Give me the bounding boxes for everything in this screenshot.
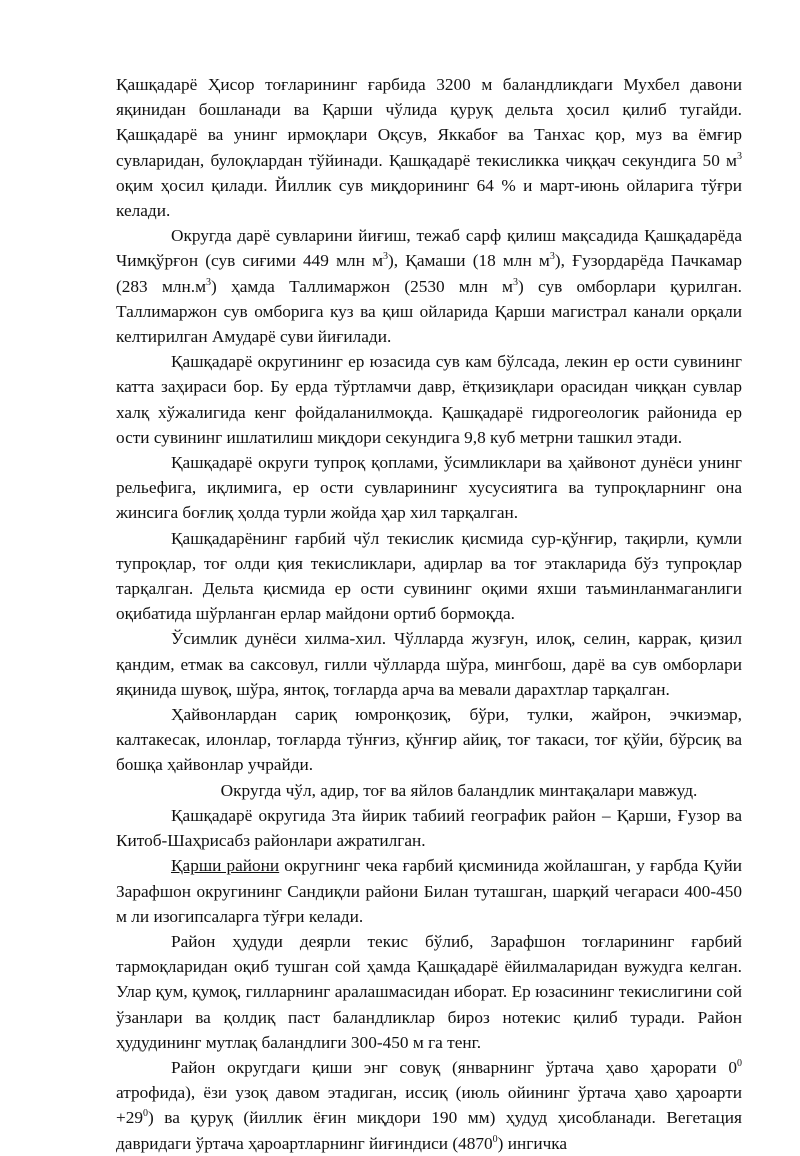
paragraph-reservoirs: Округда дарё сувларини йиғиш, тежаб сарф қилиш мақсадида Қашқадарёда Чимқўрғон (сув сиғими 449 млн $м^3$), Қамаши (18 млн $м^3$), Ғузордарёда Пачкамар (283 $млн.м^3$) ҳамда Таллимаржон (2530 млн $м^3$) сув омборлари қурилган. Таллимаржон сув омборига куз ва қиш ойларида Қарши магистрал канали орқали келтирилган Амударё суви йиғилади. — [116, 226, 742, 347]
paragraph-climate: Район округдаги қиши энг совуқ (январнинг ўртача ҳаво ҳарорати $0^0$ атрофида), ёзи узоқ давом этадиган, иссиқ (июль ойининг ўртача ҳаво ҳароарти $+29^0$) ва қуруқ (йиллик ёғин миқдори 190 мм) ҳудуд ҳисобланади. Вегетация давридаги ўртача ҳароартларнинг йиғиндиси (4870$^0$) ингичка — [116, 1057, 742, 1153]
paragraph-terrain: Район ҳудуди деярли текис бўлиб, Зарафшон тоғларининг ғарбий тармоқларидан оқиб тушган сой ҳамда Қашқадарё ёйилмаларидан вужудга келган. Улар қум, қумоқ, гилларнинг аралашмасидан иборат. Ер юзасининг текислигини сой ўзанлари ва қолдиқ паст баландликлар бироз нотекис қилиб туради. Район ҳудудининг мутлақ баландлиги 300-450 м га тенг. — [116, 931, 742, 1052]
karshi-region-heading: Қарши райони — [171, 856, 280, 876]
paragraph-regions: Қашқадарё округида 3та йирик табиий географик район – Қарши, Ғузор ва Китоб-Шаҳрисабз районлари ажратилган. — [116, 805, 742, 851]
paragraph-soil-cover: Қашқадарё округи тупроқ қоплами, ўсимликлари ва ҳайвонот дунёси унинг рельефига, иқлимига, ер ости сувларининг хусусиятига ва тупроқларнинг она жинсига боғлиқ ҳолда турли жойда ҳар хил тарқалган. — [116, 453, 742, 523]
paragraph-altitude-zones: Округда чўл, адир, тоғ ва яйлов баландлик минтақалари мавжуд. — [220, 780, 698, 800]
document-page — [116, 72, 742, 1156]
paragraph-fauna: Ҳайвонлардан сариқ юмронқозиқ, бўри, тулки, жайрон, эчкиэмар, калтакесак, илонлар, тоғларда тўнғиз, қўнғир айиқ, тоғ такаси, тоғ қўйи, бўрсиқ ва бошқа ҳайвонлар учрайди. — [116, 705, 742, 775]
paragraph-karshi-region: Қарши райони округнинг чека ғарбий қисминида жойлашган, у ғарбда Қуйи Зарафшон округининг Сандиқли райони Билан туташган, шарқий чегараси 400-450 м ли изогипсаларга тўғри келади. — [116, 856, 742, 926]
paragraph-soils: Қашқадарёнинг ғарбий чўл текислик қисмида сур-қўнғир, тақирли, қумли тупроқлар, тоғ олди қия текисликлари, адирлар ва тоғ этакларида бўз тупроқлар тарқалган. Дельта қисмида ер ости сувининг оқими яхши таъминланмаганлиги оқибатида шўрланган ерлар майдони ортиб бормоқда. — [116, 528, 742, 624]
paragraph-vegetation: Ўсимлик дунёси хилма-хил. Чўлларда жузғун, илоқ, селин, каррак, қизил қандим, етмак ва саксовул, гилли чўлларда шўра, мингбош, дарё ва сув омборлари яқинида шувоқ, шўра, янтоқ, тоғларда арча ва мевали дарахтлар тарқалган. — [116, 629, 742, 699]
paragraph-groundwater: Қашқадарё округининг ер юзасида сув кам бўлсада, лекин ер ости сувининг катта заҳираси бор. Бу ерда тўртламчи давр, ётқизиқлари орасидан чиққан сувлар халқ хўжалигида кенг фойдаланилмоқда. Қашқадарё гидрогеологик районида ер ости сувининг ишлатилиш миқдори секундига 9,8 куб метрни ташкил этади. — [116, 352, 742, 447]
paragraph-kashkadarya-river: Қашқадарё Ҳисор тоғларининг ғарбида 3200 м баландликдаги Мухбел давони яқинидан бошланади ва Қарши чўлида қуруқ дельта ҳосил қилиб тугайди. Қашқадарё ва унинг ирмоқлари Оқсув, Яккабоғ ва Танхас қор, муз ва ёмғир сувларидан, булоқлардан тўйинади. Қашқадарё текисликка чиққач секундига 50 $м^3$ оқим ҳосил қилади. Йиллик сув миқдорининг 64 % и март-июнь ойларига тўғри келади. — [116, 75, 742, 221]
